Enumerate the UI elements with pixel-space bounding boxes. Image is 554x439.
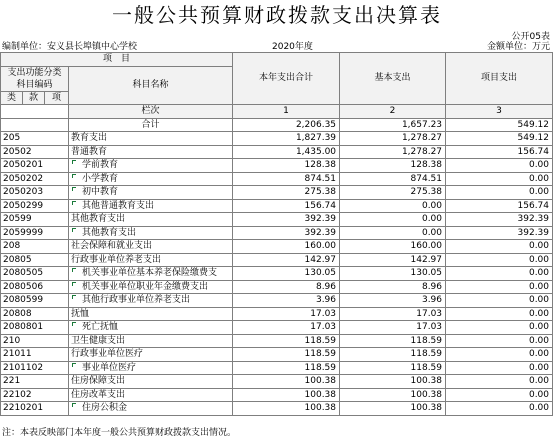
amount-total: 17.03 — [233, 321, 340, 335]
expenditure-table — [0, 52, 553, 416]
amount-total: 392.39 — [233, 213, 340, 227]
table-row — [1, 186, 553, 200]
subject-name: 住房保障支出 — [69, 375, 233, 389]
amount-project: 0.00 — [446, 172, 553, 186]
amount-basic: 160.00 — [340, 240, 446, 254]
xiang-header: 项 — [45, 91, 69, 105]
amount-basic: 275.38 — [340, 186, 446, 200]
amount-basic: 874.51 — [340, 172, 446, 186]
page-title: 一般公共预算财政拨款支出决算表 — [112, 3, 442, 27]
table-row — [1, 240, 553, 254]
subject-code: 221 — [1, 375, 69, 389]
subject-code: 205 — [1, 132, 69, 146]
subject-name: 其他普通教育支出 — [69, 199, 233, 213]
amount-total: 275.38 — [233, 186, 340, 200]
amount-basic: 142.97 — [340, 253, 446, 267]
amount-total: 100.38 — [233, 375, 340, 389]
subject-name: 初中教育 — [69, 186, 233, 200]
total-label: 合计 — [69, 118, 233, 132]
table-row — [1, 172, 553, 186]
func-class-header: 支出功能分类 科目编码 — [1, 66, 69, 91]
amount-project: 392.39 — [446, 213, 553, 227]
table-row — [1, 213, 553, 227]
table-row — [1, 253, 553, 267]
total-blank — [1, 118, 69, 132]
table-row — [1, 226, 553, 240]
table-row — [1, 132, 553, 146]
amount-basic: 8.96 — [340, 280, 446, 294]
amount-project: 0.00 — [446, 294, 553, 308]
table-row — [1, 361, 553, 375]
subject-name: 机关事业单位基本养老保险缴费支 — [69, 267, 233, 281]
header-row-project — [1, 53, 553, 67]
amount-project: 0.00 — [446, 253, 553, 267]
subject-name: 小学教育 — [69, 172, 233, 186]
amount-total: 118.59 — [233, 334, 340, 348]
table-row — [1, 321, 553, 335]
subject-name: 学前教育 — [69, 159, 233, 173]
table-row — [1, 375, 553, 389]
table-row — [1, 280, 553, 294]
amount-project: 156.74 — [446, 199, 553, 213]
amount-total: 1,435.00 — [233, 145, 340, 159]
subject-code: 2080505 — [1, 267, 69, 281]
subject-name: 机关事业单位职业年金缴费支出 — [69, 280, 233, 294]
amount-basic: 128.38 — [340, 159, 446, 173]
subject-name: 住房公积金 — [69, 402, 233, 416]
subject-code: 2050299 — [1, 199, 69, 213]
subject-code: 20599 — [1, 213, 69, 227]
subject-name: 卫生健康支出 — [69, 334, 233, 348]
amount-project: 392.39 — [446, 226, 553, 240]
subject-code: 2080801 — [1, 321, 69, 335]
subject-code: 21011 — [1, 348, 69, 362]
fiscal-year: 2020年度 — [272, 42, 313, 52]
subject-name: 普通教育 — [69, 145, 233, 159]
amount-total: 118.59 — [233, 348, 340, 362]
subject-code: 2101102 — [1, 361, 69, 375]
index-row — [1, 105, 553, 119]
subject-name: 教育支出 — [69, 132, 233, 146]
subject-code: 2050202 — [1, 172, 69, 186]
subject-code: 2080599 — [1, 294, 69, 308]
amount-total: 118.59 — [233, 361, 340, 375]
amount-total: 156.74 — [233, 199, 340, 213]
project-header: 项 目 — [1, 53, 233, 67]
index-3: 3 — [446, 105, 553, 119]
index-1: 1 — [233, 105, 340, 119]
subject-code: 2050203 — [1, 186, 69, 200]
amount-basic: 1,278.27 — [340, 145, 446, 159]
subject-name: 死亡抚恤 — [69, 321, 233, 335]
table-row — [1, 348, 553, 362]
table-row — [1, 199, 553, 213]
amount-project: 0.00 — [446, 159, 553, 173]
subject-code: 2210201 — [1, 402, 69, 416]
subject-code: 20805 — [1, 253, 69, 267]
table-row — [1, 294, 553, 308]
table-row — [1, 334, 553, 348]
table-row — [1, 159, 553, 173]
amount-project: 0.00 — [446, 240, 553, 254]
table-row — [1, 307, 553, 321]
amount-basic: 100.38 — [340, 402, 446, 416]
meta-line — [0, 39, 554, 51]
subject-name: 其他行政事业单位养老支出 — [69, 294, 233, 308]
amount-project: 0.00 — [446, 321, 553, 335]
subject-name-header: 科目名称 — [69, 66, 233, 105]
amount-total: 100.38 — [233, 402, 340, 416]
amount-total: 1,827.39 — [233, 132, 340, 146]
total-project: 549.12 — [446, 118, 553, 132]
subject-code: 2080506 — [1, 280, 69, 294]
footnote: 注：本表反映部门本年度一般公共预算财政拨款支出情况。 — [2, 428, 237, 438]
amount-project: 0.00 — [446, 267, 553, 281]
money-unit: 金额单位：万元 — [486, 42, 550, 52]
subject-name: 事业单位医疗 — [69, 361, 233, 375]
amount-basic: 118.59 — [340, 334, 446, 348]
lanci-label: 栏次 — [69, 105, 233, 119]
amount-project: 549.12 — [446, 132, 553, 146]
subject-code: 2050201 — [1, 159, 69, 173]
index-blank — [1, 105, 69, 119]
amount-total: 160.00 — [233, 240, 340, 254]
table-row — [1, 388, 553, 402]
amount-project: 0.00 — [446, 307, 553, 321]
kuan-header: 款 — [23, 91, 45, 105]
amount-basic: 118.59 — [340, 361, 446, 375]
subject-name: 其他教育支出 — [69, 213, 233, 227]
col-project-header: 项目支出 — [446, 53, 553, 105]
table-row — [1, 145, 553, 159]
form-code: 公开05表 — [511, 32, 550, 42]
total-basic: 1,657.23 — [340, 118, 446, 132]
amount-project: 156.74 — [446, 145, 553, 159]
total-sum: 2,206.35 — [233, 118, 340, 132]
subject-name: 行政事业单位养老支出 — [69, 253, 233, 267]
table-row — [1, 402, 553, 416]
subject-code: 2059999 — [1, 226, 69, 240]
amount-project: 0.00 — [446, 348, 553, 362]
amount-basic: 100.38 — [340, 388, 446, 402]
amount-basic: 100.38 — [340, 375, 446, 389]
col-basic-header: 基本支出 — [340, 53, 446, 105]
total-row — [1, 118, 553, 132]
amount-project: 0.00 — [446, 375, 553, 389]
amount-total: 128.38 — [233, 159, 340, 173]
amount-basic: 118.59 — [340, 348, 446, 362]
subject-code: 208 — [1, 240, 69, 254]
amount-basic: 3.96 — [340, 294, 446, 308]
amount-project: 0.00 — [446, 334, 553, 348]
subject-code: 22102 — [1, 388, 69, 402]
col-total-header: 本年支出合计 — [233, 53, 340, 105]
amount-project: 0.00 — [446, 186, 553, 200]
subject-name: 抚恤 — [69, 307, 233, 321]
subject-code: 210 — [1, 334, 69, 348]
amount-project: 0.00 — [446, 280, 553, 294]
amount-total: 100.38 — [233, 388, 340, 402]
subject-name: 行政事业单位医疗 — [69, 348, 233, 362]
amount-total: 142.97 — [233, 253, 340, 267]
index-2: 2 — [340, 105, 446, 119]
amount-basic: 0.00 — [340, 213, 446, 227]
table-row — [1, 267, 553, 281]
amount-project: 0.00 — [446, 361, 553, 375]
subject-name: 住房改革支出 — [69, 388, 233, 402]
amount-basic: 0.00 — [340, 226, 446, 240]
amount-basic: 1,278.27 — [340, 132, 446, 146]
subject-name: 社会保障和就业支出 — [69, 240, 233, 254]
amount-total: 874.51 — [233, 172, 340, 186]
amount-total: 392.39 — [233, 226, 340, 240]
amount-total: 3.96 — [233, 294, 340, 308]
compiling-unit: 编制单位：安义县长埠镇中心学校 — [2, 42, 138, 52]
amount-project: 0.00 — [446, 402, 553, 416]
amount-basic: 130.05 — [340, 267, 446, 281]
amount-total: 130.05 — [233, 267, 340, 281]
amount-basic: 17.03 — [340, 307, 446, 321]
amount-basic: 0.00 — [340, 199, 446, 213]
subject-code: 20502 — [1, 145, 69, 159]
subject-name: 其他教育支出 — [69, 226, 233, 240]
amount-project: 0.00 — [446, 388, 553, 402]
subject-code: 20808 — [1, 307, 69, 321]
amount-basic: 17.03 — [340, 321, 446, 335]
lei-header: 类 — [1, 91, 23, 105]
amount-total: 8.96 — [233, 280, 340, 294]
amount-total: 17.03 — [233, 307, 340, 321]
